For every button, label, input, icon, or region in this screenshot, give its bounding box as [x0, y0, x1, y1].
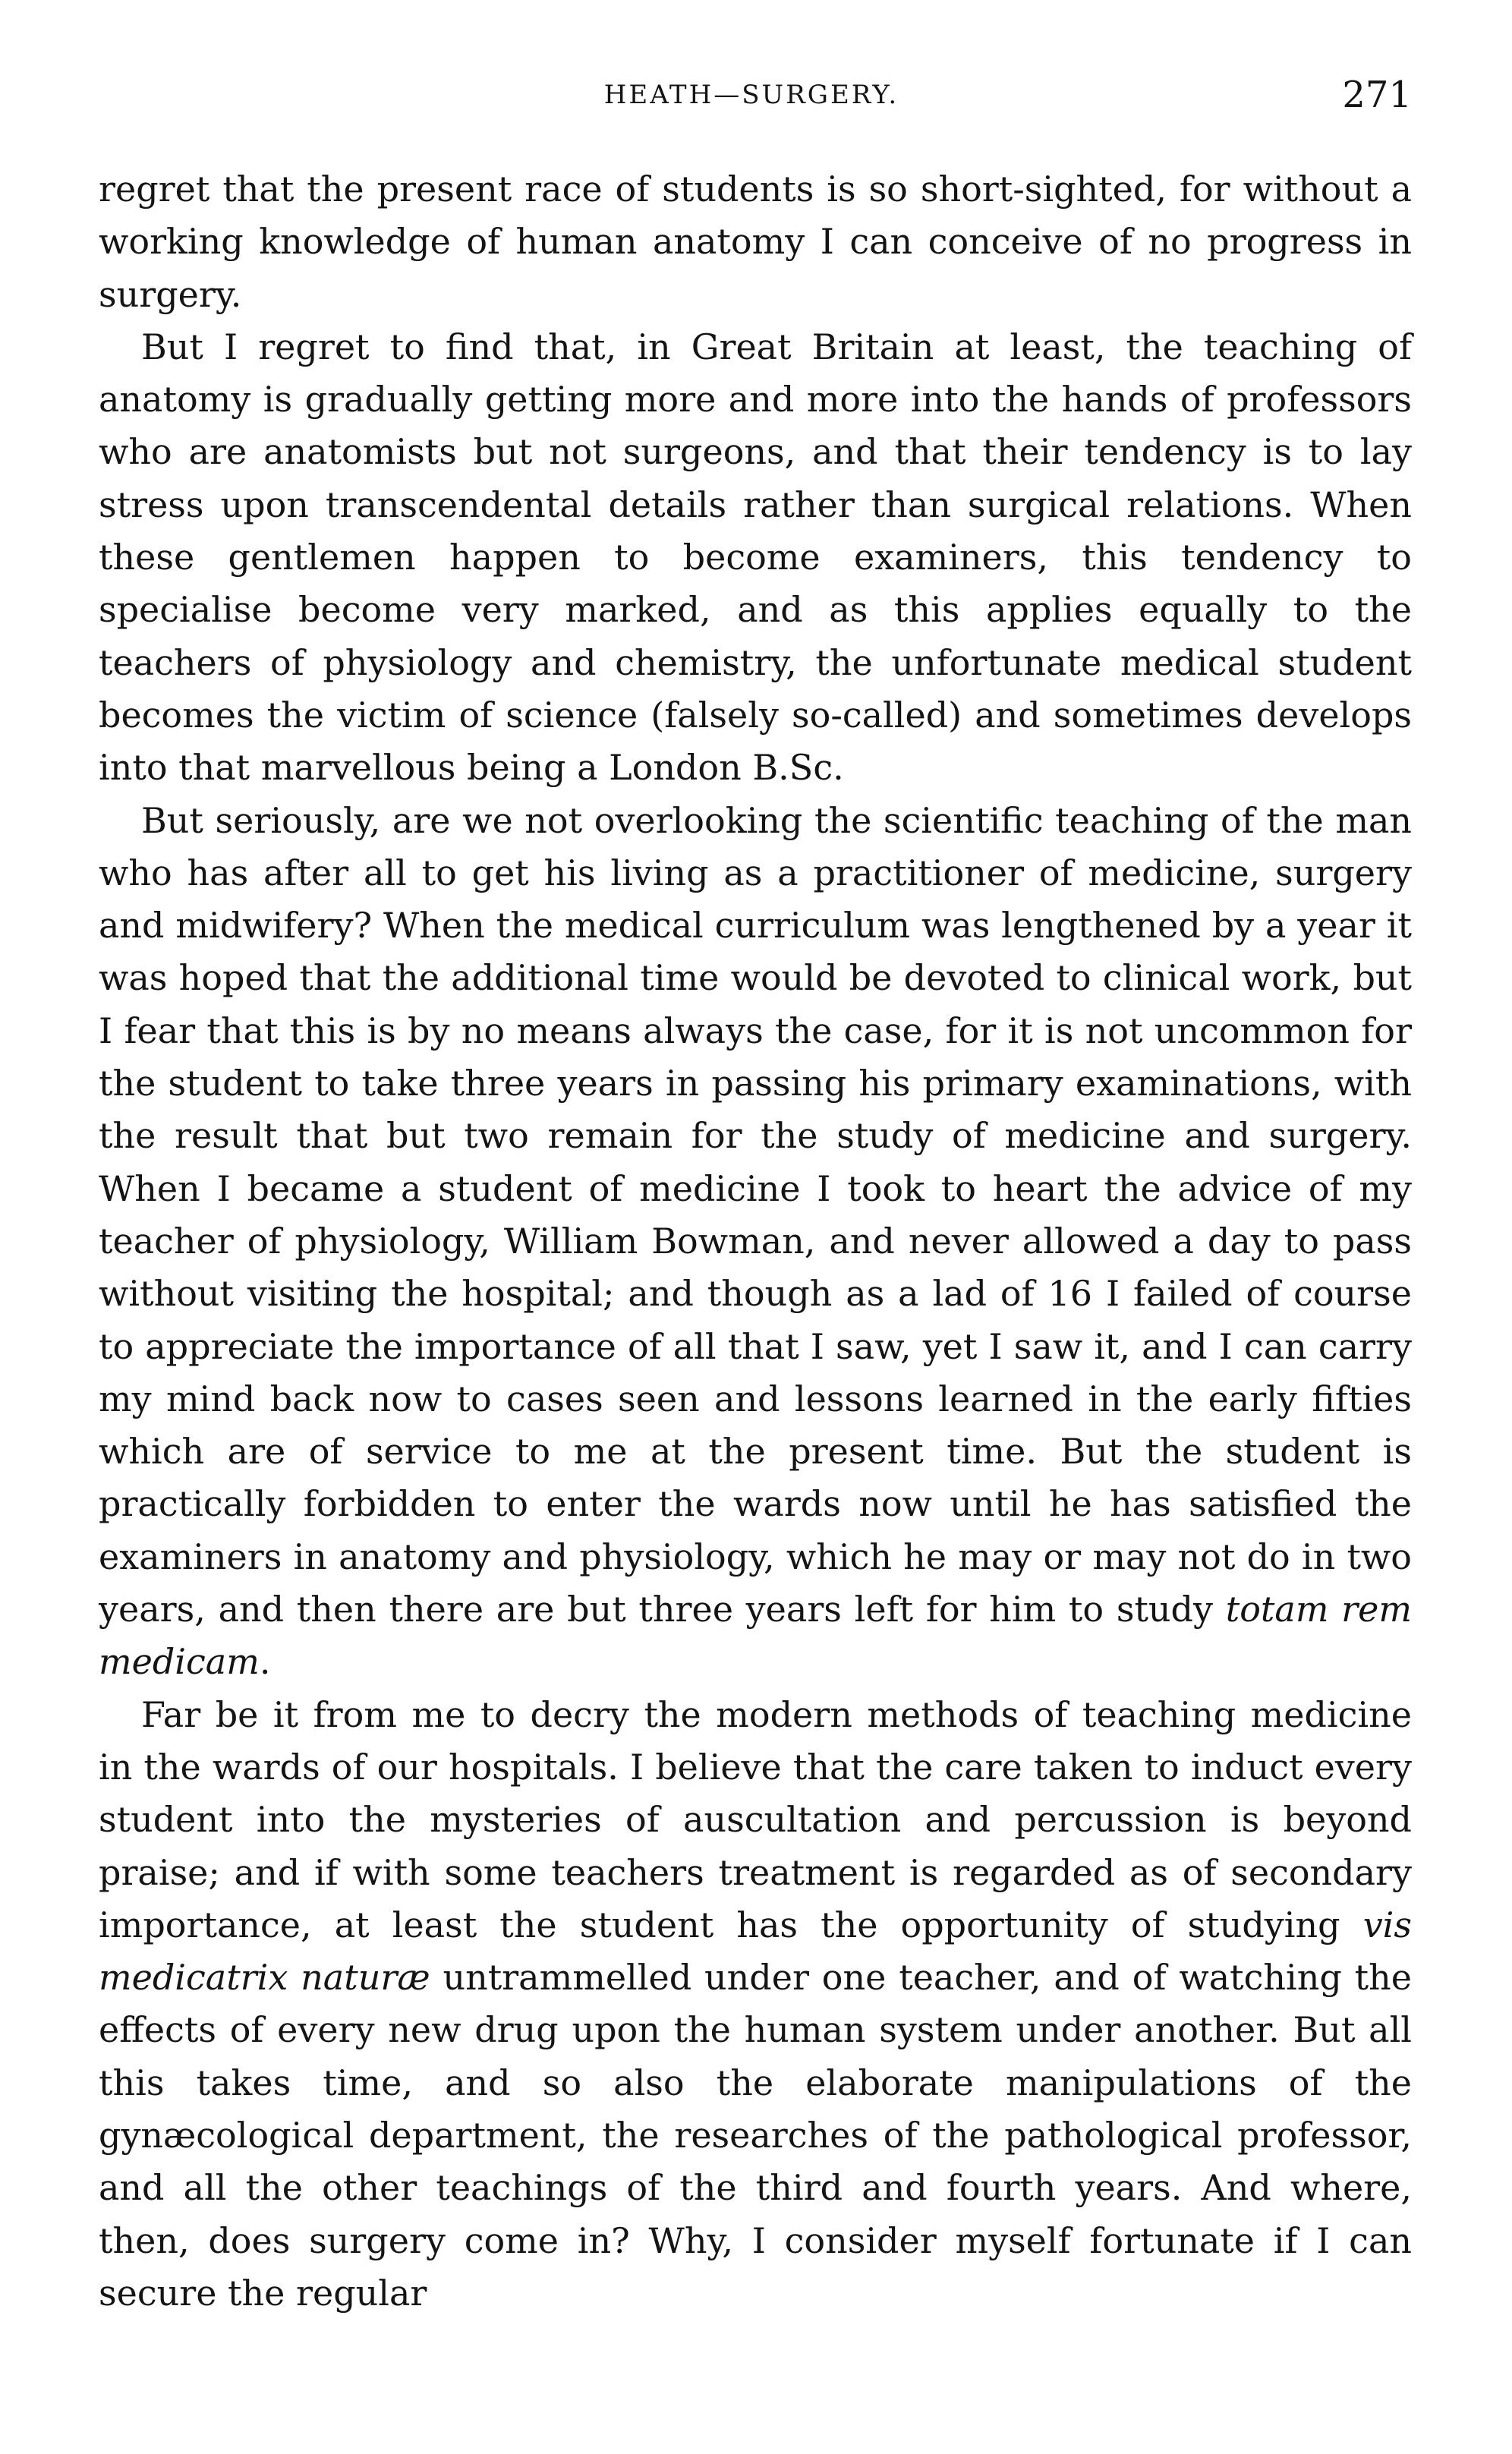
paragraph-text-end: .: [259, 1641, 271, 1683]
paragraph-text: But seriously, are we not overlooking the scientific teaching of the man who has after all to get his living as a practitioner of medicine, surgery and midwifery? When the medical curriculum was lengthened by a year it was hoped that the additional time would be devoted to clinical work, but I fear that this is by no means always the case, for it is not uncommon for the student to take three years in passing his primary examinations, with the result that but two remain for the study of medicine and surgery. When I became a student of medicine I took to heart the advice of my teacher of physiology, William Bowman, and never allowed a day to pass without visiting the hospital; and though as a lad of 16 I failed of course to appreciate the importance of all that I saw, yet I saw it, and I can carry my mind back now to cases seen and lessons learned in the early fifties which are of service to me at the present time. But the student is practically forbidden to enter the wards now until he has satisfied the examiners in anatomy and physiology, which he may or may not do in two years, and then there are but three years left for him to study: [99, 799, 1412, 1630]
paragraph-text-end: untrammelled under one teacher, and of watching the effects of every new drug upon the human system under another. But all this takes time, and so also the elaborate manipulations of the gynæcological department, the researches of the pathological professor, and all the other teachings of the third and fourth years. And where, then, does surgery come in? Why, I consider myself fortunate if I can secure the regular: [99, 1957, 1412, 2314]
paragraph-continuation: regret that the present race of students is so short-sighted, for without a working knowledge of human anatomy I can conceive of no progress in surgery.: [99, 169, 1412, 315]
running-head-title: HEATH—SURGERY.: [603, 80, 899, 110]
running-head: [91, 76, 1412, 114]
page-number: 271: [1342, 74, 1412, 116]
paragraph-text: Far be it from me to decry the modern methods of teaching medicine in the wards of our hospitals. I believe that the care taken to induct every student into the mysteries of auscultation and percussion is beyond praise; and if with some teachers treatment is regarded as of secondary importance, at least the student has the opportunity of studying: [99, 1693, 1412, 1945]
paragraph-modern-methods: [99, 1689, 1412, 2320]
paragraph-clinical-training: [99, 795, 1412, 1689]
latin-phrase: totam rem medicam: [99, 1589, 1413, 1683]
latin-phrase: vis medicatrix naturæ: [99, 1904, 1412, 1999]
paragraph-anatomy-teaching: But I regret to find that, in Great Britain at least, the teaching of anatomy is gradually getting more and more into the hands of professors who are anatomists but not surgeons, and that their tendency is to lay stress upon transcendental details rather than surgical relations. When these gentlemen happen to become examiners, this tendency to specialise become very marked, and as this applies equally to the teachers of physiology and chemistry, the unfortunate medical student becomes the victim of science (falsely so-called) and sometimes develops into that marvellous being a London B.Sc.: [99, 326, 1412, 789]
body-text: [99, 163, 1412, 2320]
